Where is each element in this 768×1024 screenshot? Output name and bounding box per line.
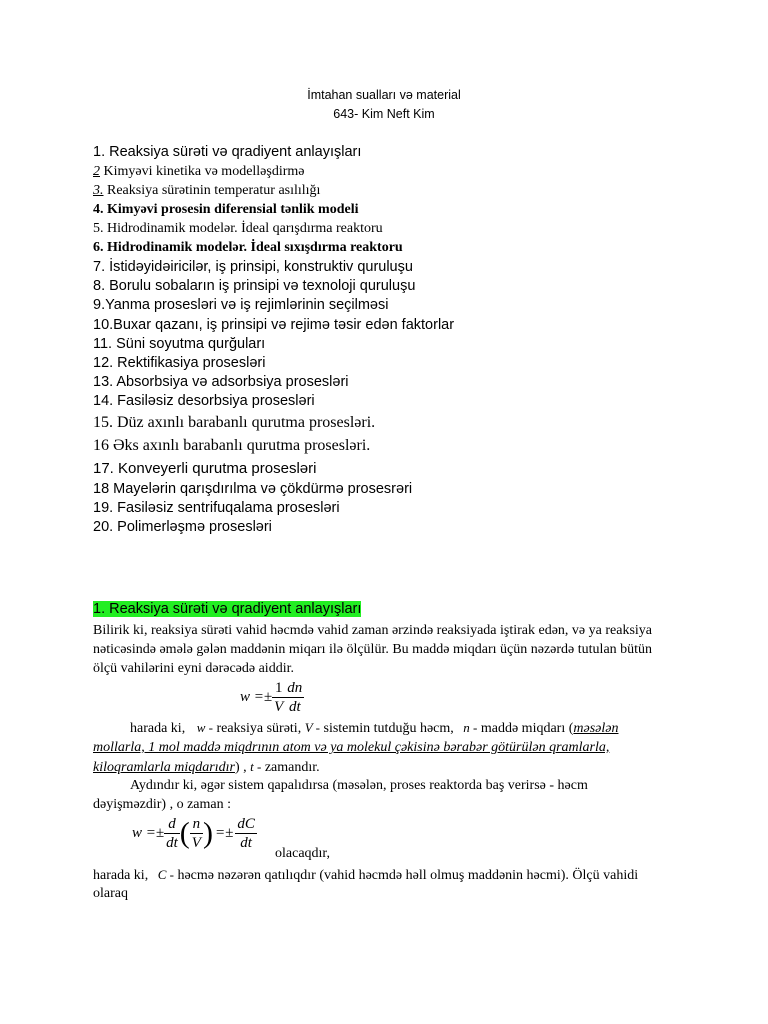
list-item: 14. Fasiləsiz desorbsiya prosesləri bbox=[93, 393, 315, 409]
paragraph-line: harada ki, w - reaksiya sürəti, V - sistemin tutduğu həcm, n - maddə miqdarı (məsələn bbox=[130, 720, 619, 736]
list-item: 12. Rektifikasiya prosesləri bbox=[93, 355, 266, 371]
section-heading: 1. Reaksiya sürəti və qradiyent anlayışları bbox=[93, 601, 362, 617]
list-item: 3. Reaksiya sürətinin temperatur asılılığı bbox=[93, 183, 321, 198]
paragraph-line: kiloqramlarla miqdarıdır) , t - zamandır. bbox=[93, 759, 320, 775]
paragraph-line: olacaqdır, bbox=[275, 846, 331, 861]
paragraph-line: mollarla, 1 mol maddə miqdrının atom və ya molekul çəkisinə bərabər götürülən qramlarla, bbox=[93, 740, 610, 755]
formula-rate: w =± $\frac{1}{V}$ $\frac{dn}{dt}$ bbox=[240, 680, 303, 715]
document-subtitle: 643- Kim Neft Kim bbox=[333, 107, 435, 121]
formula-closed-system: w =± $\frac{d}{dt}$ ( $\frac{n}{V}$ ) =± $\frac{dC}{dt}$ bbox=[132, 816, 255, 851]
list-item: 20. Polimerləşmə prosesləri bbox=[93, 519, 272, 535]
paragraph-line: Aydındır ki, əgər sistem qapalıdırsa (məsələn, proses reaktorda baş verirsə - həcm bbox=[130, 778, 588, 793]
list-item: 10.Buxar qazanı, iş prinsipi və rejimə təsir edən faktorlar bbox=[93, 317, 455, 333]
list-item: 13. Absorbsiya və adsorbsiya prosesləri bbox=[93, 374, 349, 390]
list-item: 9.Yanma prosesləri və iş rejimlərinin seçilməsi bbox=[93, 297, 389, 313]
list-item: 18 Mayelərin qarışdırılma və çökdürmə prosesrəri bbox=[93, 481, 413, 497]
list-item: 6. Hidrodinamik modelər. İdeal sıxışdırma reaktoru bbox=[93, 240, 403, 255]
document-title: İmtahan sualları və material bbox=[307, 88, 461, 102]
list-item: 16 Əks axınlı barabanlı qurutma prosesləri. bbox=[93, 437, 371, 454]
paragraph-line: ölçü vahilərini eyni dərəcədə aiddir. bbox=[93, 661, 294, 676]
list-item: 19. Fasiləsiz sentrifuqalama prosesləri bbox=[93, 500, 340, 516]
paragraph-line: nəticəsində əmələ gələn maddənin miqarı ilə ölçülür. Bu maddə miqdarı üçün nəzərdə tutulan bütün bbox=[93, 642, 653, 657]
list-item: 8. Borulu sobaların iş prinsipi və texnoloji quruluşu bbox=[93, 278, 416, 294]
list-item: 5. Hidrodinamik modelər. İdeal qarışdırma reaktoru bbox=[93, 221, 383, 236]
list-item: 7. İstidəyidəiricilər, iş prinsipi, konstruktiv quruluşu bbox=[93, 259, 413, 275]
paragraph-line: dəyişməzdir) , o zaman : bbox=[93, 797, 232, 812]
list-item: 4. Kimyəvi prosesin diferensial tənlik modeli bbox=[93, 202, 359, 217]
list-item: 17. Konveyerli qurutma prosesləri bbox=[93, 460, 317, 477]
list-item: 15. Düz axınlı barabanlı qurutma prosesləri. bbox=[93, 414, 376, 431]
paragraph-line: harada ki, C - həcmə nəzərən qatılıqdır (vahid həcmdə həll olmuş maddənin həcmi). Ölçü vahidi bbox=[93, 867, 639, 883]
list-item: 11. Süni soyutma qurğuları bbox=[93, 336, 266, 352]
paragraph-line: Bilirik ki, reaksiya sürəti vahid həcmdə vahid zaman ərzində reaksiyada iştirak edən, və ya reaksiya bbox=[93, 623, 653, 638]
paragraph-line: olaraq bbox=[93, 886, 128, 901]
list-item: 2 Kimyəvi kinetika və modelləşdirmə bbox=[93, 164, 305, 179]
list-item: 1. Reaksiya sürəti və qradiyent anlayışları bbox=[93, 144, 362, 160]
